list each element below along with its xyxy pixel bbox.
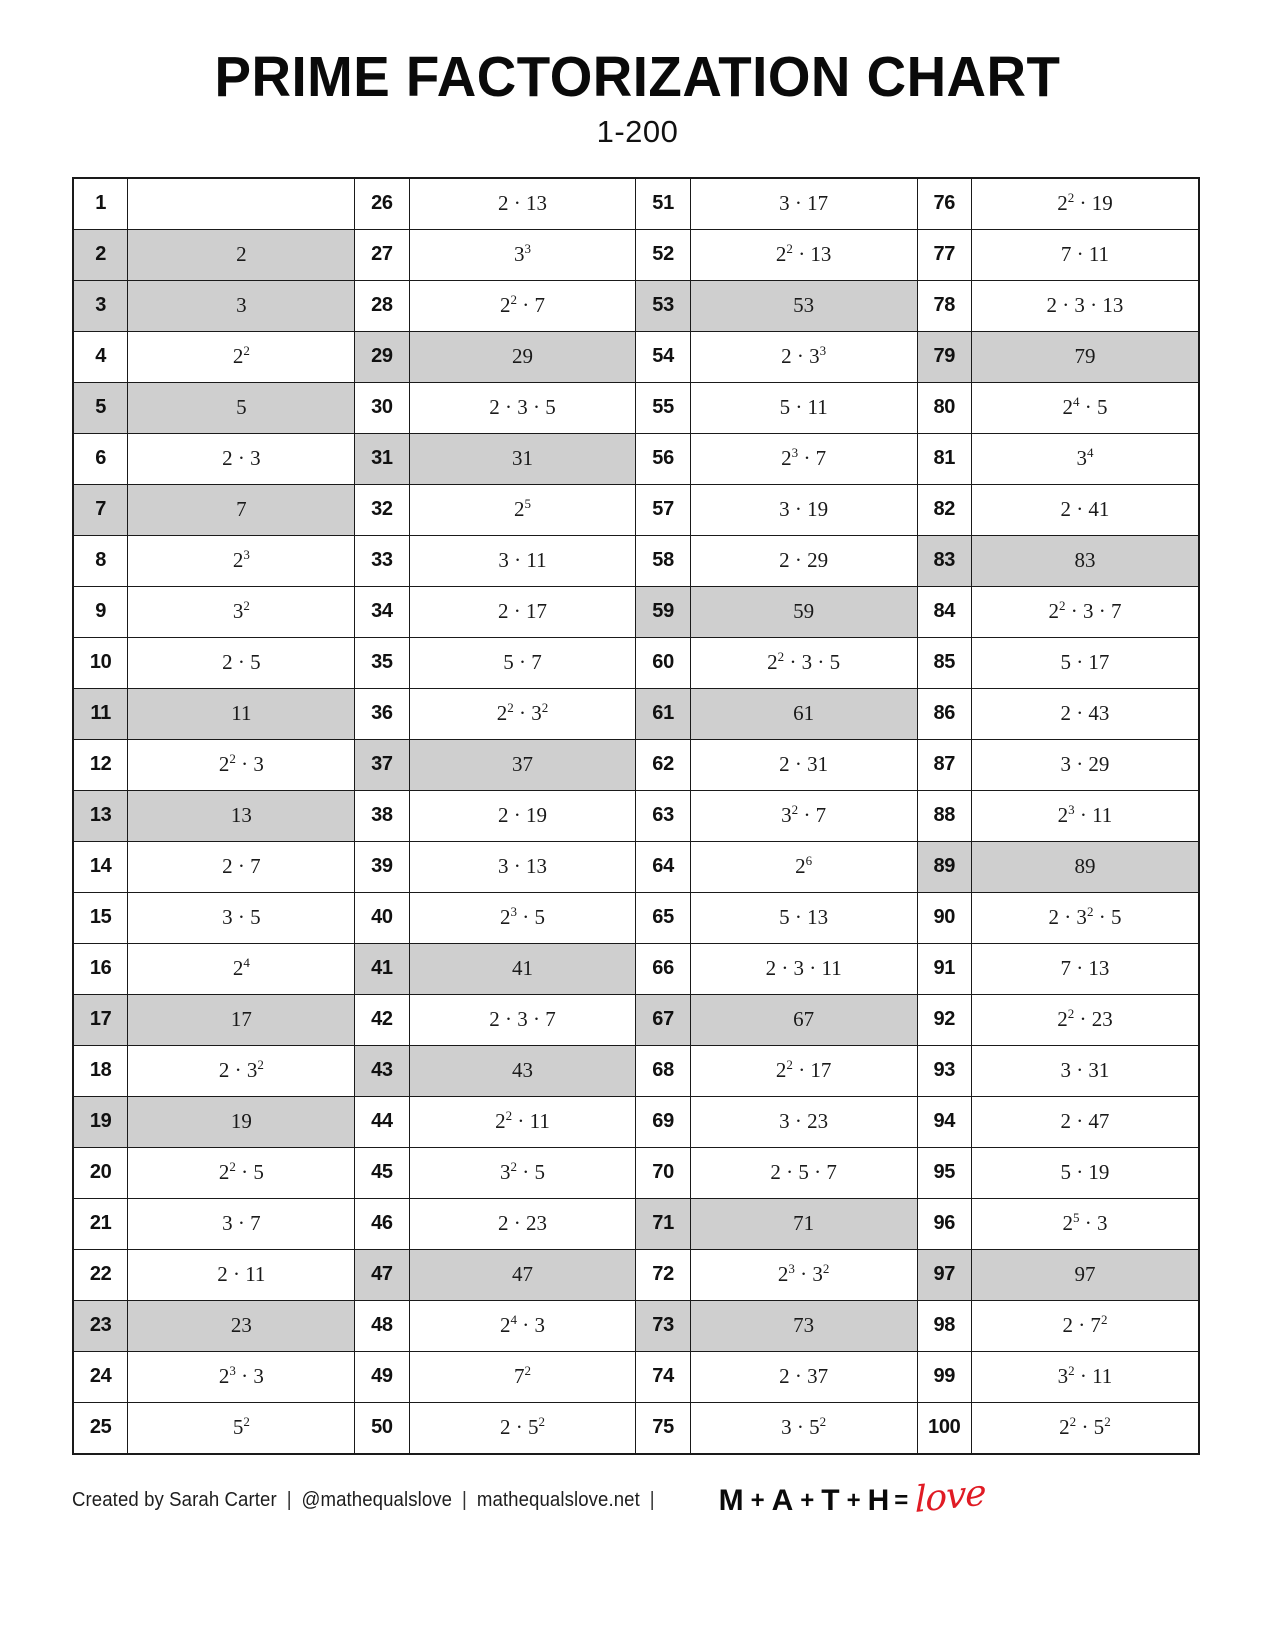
- table-row: [73, 943, 1199, 994]
- cell-number-53: 53: [636, 280, 690, 331]
- cell-factorization-79: 79: [971, 331, 1199, 382]
- cell-number-17: 17: [73, 994, 128, 1045]
- cell-number-89: 89: [917, 841, 971, 892]
- cell-factorization-35: 5 · 7: [409, 637, 636, 688]
- cell-factorization-2: 2: [128, 229, 355, 280]
- cell-factorization-19: 19: [128, 1096, 355, 1147]
- credit-line: [72, 1489, 659, 1512]
- table-row: [73, 637, 1199, 688]
- cell-number-41: 41: [355, 943, 409, 994]
- cell-factorization-52: $2^2 \cdot 13$: [690, 229, 917, 280]
- cell-number-52: 52: [636, 229, 690, 280]
- cell-number-90: 90: [917, 892, 971, 943]
- cell-factorization-25: $5^2$: [128, 1402, 355, 1454]
- table-row: [73, 1147, 1199, 1198]
- logo-letter-a: A: [771, 1483, 794, 1517]
- cell-number-9: 9: [73, 586, 128, 637]
- cell-number-43: 43: [355, 1045, 409, 1096]
- cell-number-42: 42: [355, 994, 409, 1045]
- table-row: [73, 178, 1199, 230]
- cell-number-93: 93: [917, 1045, 971, 1096]
- logo-letter-h: H: [867, 1483, 890, 1517]
- cell-number-23: 23: [73, 1300, 128, 1351]
- cell-number-37: 37: [355, 739, 409, 790]
- cell-number-75: 75: [636, 1402, 690, 1454]
- cell-number-12: 12: [73, 739, 128, 790]
- cell-factorization-34: 2 · 17: [409, 586, 636, 637]
- cell-factorization-32: $2^5$: [409, 484, 636, 535]
- table-row: [73, 280, 1199, 331]
- cell-factorization-60: $2^2 \cdot 3 \cdot 5$: [690, 637, 917, 688]
- cell-number-21: 21: [73, 1198, 128, 1249]
- cell-number-72: 72: [636, 1249, 690, 1300]
- table-row: [73, 331, 1199, 382]
- cell-number-73: 73: [636, 1300, 690, 1351]
- cell-number-15: 15: [73, 892, 128, 943]
- cell-factorization-23: 23: [128, 1300, 355, 1351]
- cell-number-3: 3: [73, 280, 128, 331]
- cell-factorization-98: $2 \cdot 7^2$: [971, 1300, 1199, 1351]
- table-row: [73, 688, 1199, 739]
- cell-factorization-21: 3 · 7: [128, 1198, 355, 1249]
- cell-factorization-63: $3^2 \cdot 7$: [690, 790, 917, 841]
- cell-factorization-59: 59: [690, 586, 917, 637]
- cell-number-63: 63: [636, 790, 690, 841]
- cell-factorization-66: 2 · 3 · 11: [690, 943, 917, 994]
- cell-number-83: 83: [917, 535, 971, 586]
- cell-number-35: 35: [355, 637, 409, 688]
- table-row: [73, 1198, 1199, 1249]
- cell-factorization-37: 37: [409, 739, 636, 790]
- cell-factorization-27: $3^3$: [409, 229, 636, 280]
- table-row: [73, 1402, 1199, 1454]
- cell-number-4: 4: [73, 331, 128, 382]
- cell-number-54: 54: [636, 331, 690, 382]
- cell-number-31: 31: [355, 433, 409, 484]
- cell-number-92: 92: [917, 994, 971, 1045]
- cell-factorization-80: $2^4 \cdot 5$: [971, 382, 1199, 433]
- page-header: [0, 0, 1275, 150]
- cell-number-79: 79: [917, 331, 971, 382]
- cell-factorization-44: $2^2 \cdot 11$: [409, 1096, 636, 1147]
- cell-number-13: 13: [73, 790, 128, 841]
- cell-factorization-57: 3 · 19: [690, 484, 917, 535]
- table-row: [73, 484, 1199, 535]
- cell-number-33: 33: [355, 535, 409, 586]
- cell-number-45: 45: [355, 1147, 409, 1198]
- table-row: [73, 790, 1199, 841]
- cell-number-58: 58: [636, 535, 690, 586]
- logo-letter-m: M: [718, 1483, 744, 1517]
- cell-factorization-94: 2 · 47: [971, 1096, 1199, 1147]
- logo-plus-1: +: [750, 1486, 765, 1514]
- logo-letter-t: T: [821, 1483, 840, 1517]
- cell-factorization-10: 2 · 5: [128, 637, 355, 688]
- cell-factorization-95: 5 · 19: [971, 1147, 1199, 1198]
- cell-number-55: 55: [636, 382, 690, 433]
- cell-number-24: 24: [73, 1351, 128, 1402]
- cell-number-59: 59: [636, 586, 690, 637]
- cell-number-39: 39: [355, 841, 409, 892]
- cell-number-97: 97: [917, 1249, 971, 1300]
- cell-factorization-45: $3^2 \cdot 5$: [409, 1147, 636, 1198]
- cell-factorization-93: 3 · 31: [971, 1045, 1199, 1096]
- cell-factorization-58: 2 · 29: [690, 535, 917, 586]
- cell-number-26: 26: [355, 178, 409, 230]
- cell-number-86: 86: [917, 688, 971, 739]
- cell-number-19: 19: [73, 1096, 128, 1147]
- cell-number-95: 95: [917, 1147, 971, 1198]
- cell-number-80: 80: [917, 382, 971, 433]
- cell-factorization-92: $2^2 \cdot 23$: [971, 994, 1199, 1045]
- logo-love-script: love: [915, 1472, 986, 1521]
- cell-factorization-46: 2 · 23: [409, 1198, 636, 1249]
- page-footer: [72, 1472, 1200, 1524]
- cell-factorization-82: 2 · 41: [971, 484, 1199, 535]
- chart-table-container: [72, 177, 1200, 1455]
- cell-factorization-39: 3 · 13: [409, 841, 636, 892]
- cell-factorization-6: 2 · 3: [128, 433, 355, 484]
- cell-number-16: 16: [73, 943, 128, 994]
- cell-factorization-97: 97: [971, 1249, 1199, 1300]
- cell-number-10: 10: [73, 637, 128, 688]
- cell-factorization-8: $2^3$: [128, 535, 355, 586]
- cell-number-46: 46: [355, 1198, 409, 1249]
- cell-number-56: 56: [636, 433, 690, 484]
- table-row: [73, 1300, 1199, 1351]
- cell-number-85: 85: [917, 637, 971, 688]
- cell-factorization-33: 3 · 11: [409, 535, 636, 586]
- cell-factorization-24: $2^3 \cdot 3$: [128, 1351, 355, 1402]
- cell-factorization-88: $2^3 \cdot 11$: [971, 790, 1199, 841]
- cell-factorization-69: 3 · 23: [690, 1096, 917, 1147]
- cell-number-49: 49: [355, 1351, 409, 1402]
- cell-number-81: 81: [917, 433, 971, 484]
- cell-factorization-90: $2 \cdot 3^2 \cdot 5$: [971, 892, 1199, 943]
- cell-factorization-99: $3^2 \cdot 11$: [971, 1351, 1199, 1402]
- cell-factorization-54: $2 \cdot 3^3$: [690, 331, 917, 382]
- cell-factorization-14: 2 · 7: [128, 841, 355, 892]
- cell-factorization-91: 7 · 13: [971, 943, 1199, 994]
- table-row: [73, 841, 1199, 892]
- cell-number-8: 8: [73, 535, 128, 586]
- cell-factorization-43: 43: [409, 1045, 636, 1096]
- cell-factorization-48: $2^4 \cdot 3$: [409, 1300, 636, 1351]
- table-row: [73, 892, 1199, 943]
- credit-author: Created by Sarah Carter: [72, 1489, 277, 1512]
- cell-number-5: 5: [73, 382, 128, 433]
- cell-number-40: 40: [355, 892, 409, 943]
- cell-number-57: 57: [636, 484, 690, 535]
- table-row: [73, 229, 1199, 280]
- cell-factorization-67: 67: [690, 994, 917, 1045]
- cell-factorization-74: 2 · 37: [690, 1351, 917, 1402]
- cell-factorization-55: 5 · 11: [690, 382, 917, 433]
- cell-number-32: 32: [355, 484, 409, 535]
- page-title: PRIME FACTORIZATION CHART: [214, 45, 1061, 109]
- cell-factorization-18: $2 \cdot 3^2$: [128, 1045, 355, 1096]
- table-row: [73, 1351, 1199, 1402]
- cell-number-38: 38: [355, 790, 409, 841]
- cell-number-98: 98: [917, 1300, 971, 1351]
- cell-number-67: 67: [636, 994, 690, 1045]
- cell-number-77: 77: [917, 229, 971, 280]
- cell-number-96: 96: [917, 1198, 971, 1249]
- cell-number-25: 25: [73, 1402, 128, 1454]
- cell-factorization-71: 71: [690, 1198, 917, 1249]
- cell-factorization-68: $2^2 \cdot 17$: [690, 1045, 917, 1096]
- table-row: [73, 535, 1199, 586]
- cell-factorization-26: 2 · 13: [409, 178, 636, 230]
- table-row: [73, 382, 1199, 433]
- cell-number-18: 18: [73, 1045, 128, 1096]
- cell-factorization-11: 11: [128, 688, 355, 739]
- cell-number-69: 69: [636, 1096, 690, 1147]
- cell-factorization-9: $3^2$: [128, 586, 355, 637]
- cell-number-74: 74: [636, 1351, 690, 1402]
- credit-handle: @mathequalslove: [301, 1489, 453, 1512]
- cell-factorization-17: 17: [128, 994, 355, 1045]
- cell-factorization-16: $2^4$: [128, 943, 355, 994]
- cell-factorization-53: 53: [690, 280, 917, 331]
- cell-number-44: 44: [355, 1096, 409, 1147]
- cell-factorization-85: 5 · 17: [971, 637, 1199, 688]
- cell-factorization-30: 2 · 3 · 5: [409, 382, 636, 433]
- cell-factorization-65: 5 · 13: [690, 892, 917, 943]
- cell-factorization-81: $3^4$: [971, 433, 1199, 484]
- cell-number-91: 91: [917, 943, 971, 994]
- cell-factorization-12: $2^2 \cdot 3$: [128, 739, 355, 790]
- cell-factorization-3: 3: [128, 280, 355, 331]
- cell-factorization-86: 2 · 43: [971, 688, 1199, 739]
- cell-number-71: 71: [636, 1198, 690, 1249]
- cell-factorization-49: $7^2$: [409, 1351, 636, 1402]
- credit-separator-1: |: [286, 1489, 292, 1512]
- cell-factorization-28: $2^2 \cdot 7$: [409, 280, 636, 331]
- cell-number-20: 20: [73, 1147, 128, 1198]
- cell-factorization-77: 7 · 11: [971, 229, 1199, 280]
- logo-equals-sign: =: [894, 1486, 909, 1514]
- cell-number-82: 82: [917, 484, 971, 535]
- cell-factorization-47: 47: [409, 1249, 636, 1300]
- cell-factorization-15: 3 · 5: [128, 892, 355, 943]
- table-row: [73, 1249, 1199, 1300]
- cell-factorization-36: $2^2 \cdot 3^2$: [409, 688, 636, 739]
- cell-factorization-13: 13: [128, 790, 355, 841]
- math-equals-love-logo: [718, 1472, 987, 1521]
- cell-number-60: 60: [636, 637, 690, 688]
- cell-number-66: 66: [636, 943, 690, 994]
- cell-number-14: 14: [73, 841, 128, 892]
- cell-number-51: 51: [636, 178, 690, 230]
- table-row: [73, 739, 1199, 790]
- cell-number-87: 87: [917, 739, 971, 790]
- cell-number-7: 7: [73, 484, 128, 535]
- credit-website: mathequalslove.net: [476, 1489, 640, 1512]
- cell-number-76: 76: [917, 178, 971, 230]
- cell-factorization-72: $2^3 \cdot 3^2$: [690, 1249, 917, 1300]
- cell-factorization-7: 7: [128, 484, 355, 535]
- cell-factorization-29: 29: [409, 331, 636, 382]
- cell-number-6: 6: [73, 433, 128, 484]
- cell-number-50: 50: [355, 1402, 409, 1454]
- table-row: [73, 1096, 1199, 1147]
- cell-factorization-83: 83: [971, 535, 1199, 586]
- cell-number-34: 34: [355, 586, 409, 637]
- cell-number-99: 99: [917, 1351, 971, 1402]
- cell-factorization-73: 73: [690, 1300, 917, 1351]
- logo-plus-3: +: [846, 1486, 861, 1514]
- cell-number-70: 70: [636, 1147, 690, 1198]
- cell-factorization-75: $3 \cdot 5^2$: [690, 1402, 917, 1454]
- cell-factorization-87: 3 · 29: [971, 739, 1199, 790]
- cell-number-64: 64: [636, 841, 690, 892]
- cell-number-27: 27: [355, 229, 409, 280]
- cell-factorization-31: 31: [409, 433, 636, 484]
- cell-factorization-62: 2 · 31: [690, 739, 917, 790]
- logo-plus-2: +: [800, 1486, 815, 1514]
- cell-factorization-41: 41: [409, 943, 636, 994]
- cell-factorization-22: 2 · 11: [128, 1249, 355, 1300]
- cell-number-36: 36: [355, 688, 409, 739]
- cell-factorization-51: 3 · 17: [690, 178, 917, 230]
- cell-number-78: 78: [917, 280, 971, 331]
- cell-number-22: 22: [73, 1249, 128, 1300]
- table-row: [73, 994, 1199, 1045]
- cell-factorization-5: 5: [128, 382, 355, 433]
- cell-number-28: 28: [355, 280, 409, 331]
- cell-number-29: 29: [355, 331, 409, 382]
- cell-number-88: 88: [917, 790, 971, 841]
- cell-factorization-38: 2 · 19: [409, 790, 636, 841]
- cell-number-1: 1: [73, 178, 128, 230]
- cell-number-62: 62: [636, 739, 690, 790]
- credit-separator-2: |: [462, 1489, 467, 1512]
- cell-number-100: 100: [917, 1402, 971, 1454]
- cell-factorization-78: 2 · 3 · 13: [971, 280, 1199, 331]
- cell-factorization-76: $2^2 \cdot 19$: [971, 178, 1199, 230]
- cell-number-2: 2: [73, 229, 128, 280]
- cell-factorization-4: $2^2$: [128, 331, 355, 382]
- cell-factorization-70: 2 · 5 · 7: [690, 1147, 917, 1198]
- cell-number-65: 65: [636, 892, 690, 943]
- cell-factorization-96: $2^5 \cdot 3$: [971, 1198, 1199, 1249]
- cell-factorization-89: 89: [971, 841, 1199, 892]
- cell-factorization-61: 61: [690, 688, 917, 739]
- cell-number-30: 30: [355, 382, 409, 433]
- cell-factorization-100: $2^2 \cdot 5^2$: [971, 1402, 1199, 1454]
- table-row: [73, 1045, 1199, 1096]
- cell-factorization-1: [128, 178, 355, 230]
- cell-number-61: 61: [636, 688, 690, 739]
- cell-factorization-20: $2^2 \cdot 5$: [128, 1147, 355, 1198]
- cell-number-94: 94: [917, 1096, 971, 1147]
- cell-number-11: 11: [73, 688, 128, 739]
- cell-factorization-56: $2^3 \cdot 7$: [690, 433, 917, 484]
- table-row: [73, 586, 1199, 637]
- credit-separator-3: |: [649, 1489, 655, 1512]
- table-row: [73, 433, 1199, 484]
- cell-number-47: 47: [355, 1249, 409, 1300]
- cell-number-84: 84: [917, 586, 971, 637]
- cell-factorization-50: $2 \cdot 5^2$: [409, 1402, 636, 1454]
- cell-factorization-42: 2 · 3 · 7: [409, 994, 636, 1045]
- cell-number-48: 48: [355, 1300, 409, 1351]
- page-subtitle: 1-200: [596, 113, 679, 149]
- cell-factorization-40: $2^3 \cdot 5$: [409, 892, 636, 943]
- cell-factorization-84: $2^2 \cdot 3 \cdot 7$: [971, 586, 1199, 637]
- cell-number-68: 68: [636, 1045, 690, 1096]
- prime-factorization-table: [72, 177, 1200, 1455]
- cell-factorization-64: $2^6$: [690, 841, 917, 892]
